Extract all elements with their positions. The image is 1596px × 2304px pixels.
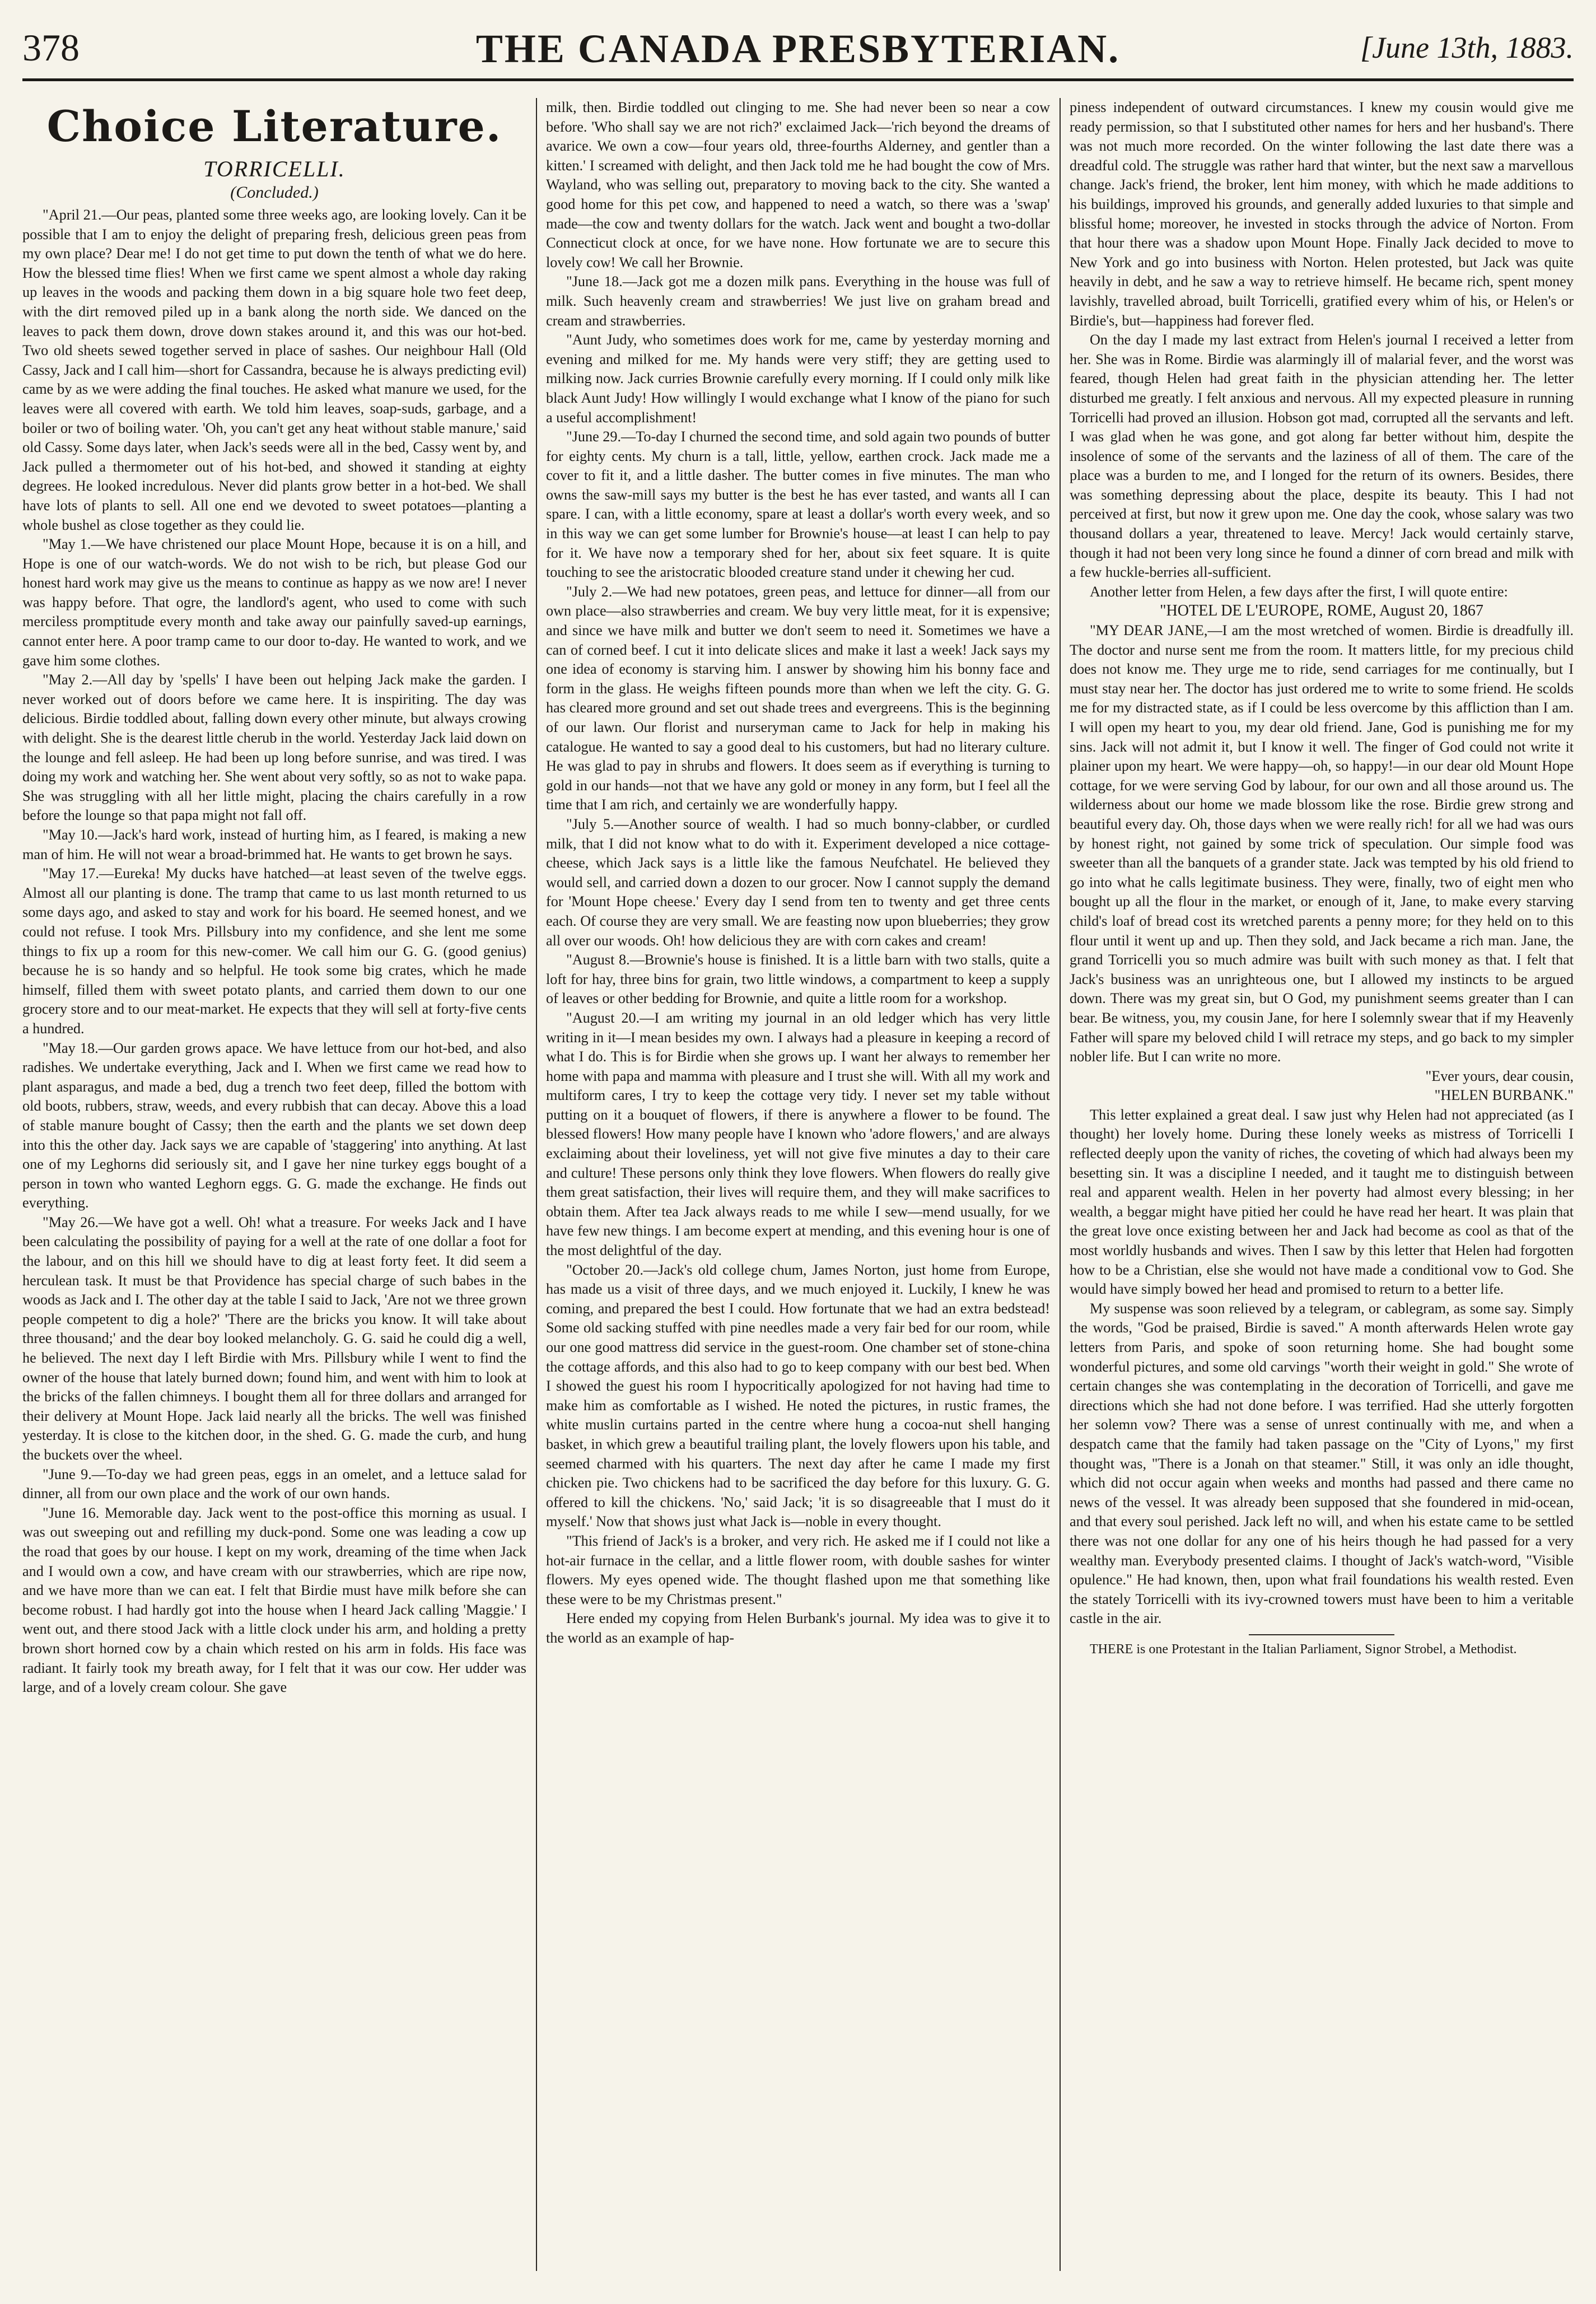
paragraph: "July 2.—We had new potatoes, green peas, and lettuce for dinner—all from our own place—also strawberries and cream. We buy very little meat, for it is expensive; and since we have milk and butter we don't seem to need it. Sometimes we have a can of corned beef. I cut it into delicate slices and make it last a week! Jack says my one idea of economy is starving him. I answer by showing him his bonny face and form in the glass. He weighs fifteen pounds more than when we left the city. G. G. has cleared more ground and set out shade trees and evergreens. This is the beginning of our lawn. Our florist and nurseryman came to Jack for help in making his catalogue. He wanted to say a good deal to his customers, but had no literary culture. He was glad to pay in shrubs and flowers. It does seem as if everything is turning to gold in our hands—not that we have any gold or money in any form, but I feel all the time that I am rich, and certainly we are wonderfully happy. — [546, 583, 1050, 813]
paragraph: "June 16. Memorable day. Jack went to the post-office this morning as usual. I was out sweeping out and refilling my duck-pond. Some one was leading a cow up the road that goes by our house. I kept on my work, dreaming of the time when Jack and I would own a cow, and have cream with our strawberries, which are ripe now, and we have more than we can eat. I felt that Birdie must have milk before she can become robust. I had hardly got into the house when I heard Jack calling 'Maggie.' I went out, and there stood Jack with a little clock under his arm, and holding a pretty brown short horned cow by a chain which rested on his arm in folds. His face was radiant. It fairly took my breath away, for I felt that it was our cow. Her udder was large, and of a lovely cream colour. She gave — [22, 1504, 526, 1696]
paragraph: "Aunt Judy, who sometimes does work for me, came by yesterday morning and evening and milked for me. My hands were very stiff; they are getting used to milking now. Jack curries Brownie carefully every morning. If I could only milk like black Aunt Judy! How willingly I would exchange what I know of the piano for such a useful accomplishment! — [546, 332, 1050, 426]
story-title: TORRICELLI. — [203, 156, 346, 181]
issue-date: [June 13th, 1883. — [1360, 31, 1574, 64]
paragraph: "August 20.—I am writing my journal in an old ledger which has very little writing in it—I mean besides my own. I always had a pleasure in keeping a record of what I do. This is for Birdie when she grows up. I want her always to remember her home with papa and mamma with pleasure and I trust she will. With all my work and multiform cares, I try to keep the cottage very tidy. I never set my table without putting on it a bouquet of flowers, if there is anywhere a flower to be found. The blessed flowers! How many people have I known who 'adore flowers,' and are always exclaiming about their loveliness, yet will not give five minutes a day to their care and culture! These persons only think they love flowers. When flowers do really give them great satisfaction, their lives will require them, and they will make sacrifices to obtain them. After tea Jack always reads to me while I sew—mend usually, for we have few new things. I am become expert at mending, and this evening hour is one of the most delightful of the day. — [546, 1009, 1050, 1259]
paragraph: "August 8.—Brownie's house is finished. It is a little barn with two stalls, quite a loft for hay, three bins for grain, two little windows, a compartment to keep a supply of leaves or other bedding for Brownie, and quite a little room for a workshop. — [546, 952, 1050, 1007]
paragraph: "July 5.—Another source of wealth. I had so much bonny-clabber, or curdled milk, that I did not know what to do with it. Experiment developed a nice cottage-cheese, which Jack says is a little like the famous Neufchatel. He believed they would sell, and carried down a dozen to our grocer. Now I cannot supply the demand for 'Mount Hope cheese.' Every day I send from ten to twenty and get three cents each. Of course they are very small. We are feasting now upon blueberries; they grow all over our woods. Oh! how delicious they are with corn cakes and cream! — [546, 815, 1050, 949]
paragraph: "May 26.—We have got a well. Oh! what a treasure. For weeks Jack and I have been calculating the possibility of paying for a well at the rate of one dollar a foot for the labour, and on this hill we should have to dig at least forty feet. It did seem a herculean task. It must be that Providence has special charge of such babes in the woods as Jack and I. The other day at the table I said to Jack, 'Are not we three grown people competent to dig a hole?' 'There are the bricks you know. It will take about three thousand;' and the dear boy looked melancholy. G. G. said he could dig a well, he believed. The next day I left Birdie with Mrs. Pillsbury while I went to find the owner of the house that lately burned down; found him, and went with him to look at the bricks of the fallen chimneys. I bought them all for three dollars and arranged for their delivery at Mount Hope. Jack laid nearly all the bricks. The well was finished yesterday. It is close to the kitchen door, in the shed. G. G. made the curb, and hung the buckets over the wheel. — [22, 1214, 526, 1463]
paragraph: Here ended my copying from Helen Burbank's journal. My idea was to give it to the world as an example of hap- — [546, 1610, 1050, 1646]
paragraph: milk, then. Birdie toddled out clinging to me. She had never been so near a cow before. 'Who shall say we are not rich?' exclaimed Jack—'rich beyond the dreams of avarice. We own a cow—four years old, three-fourths Alderney, and gentler than a kitten.' I screamed with delight, and then Jack told me he had bought the cow of Mrs. Wayland, who was selling out, preparatory to moving back to the city. She wanted a good home for this pet cow, and happened to need a watch, so there was a 'swap' made—the cow and twenty dollars for the watch. Jack went and bought a two-dollar Connecticut clock at once, for we have none. How fortunate we are to secure this lovely cow! We call her Brownie. — [546, 99, 1050, 270]
column-rule — [536, 98, 537, 2271]
paragraph: "June 18.—Jack got me a dozen milk pans. Everything in the house was full of milk. Such heavenly cream and strawberries! We just live on graham bread and cream and strawberries. — [546, 273, 1050, 329]
paragraph: My suspense was soon relieved by a telegram, or cablegram, as some say. Simply the words, "God be praised, Birdie is saved." A month afterwards Helen wrote gay letters from Paris, and spoke of soon returning home. She had bought some wonderful pictures, and some old carvings "worth their weight in gold." She wrote of certain changes she was contemplating in the decoration of Torricelli, and gave me directions which she had not done before. I was terrified. Had she utterly forgotten her solemn vow? There was a sense of unrest continually with me, and when a despatch came that the family had taken passage on the "City of Lyons," my first thought was, "There is a Jonah on that steamer." Still, it was only an idle thought, which did not occur again when weeks and months had passed and there came no news of the vessel. It was already been supposed that she foundered in mid-ocean, and that every soul perished. Jack left no will, and when his estate came to be settled there was not one dollar for any one of his heirs though he had passed for a very wealthy man. Everybody presented claims. I thought of Jack's watch-word, "Visible opulence." He had known, then, upon what frail foundations his wealth rested. Even the stately Torricelli with its ivy-crowned towers must have been to him a veritable castle in the air. — [1070, 1300, 1574, 1627]
column-rule — [1060, 98, 1061, 2271]
column-1 — [22, 98, 526, 2271]
section-divider — [1249, 1634, 1394, 1635]
news-item — [1070, 1641, 1574, 1658]
column-2 — [546, 98, 1050, 2271]
paragraph: On the day I made my last extract from Helen's journal I received a letter from her. She was in Rome. Birdie was alarmingly ill of malarial fever, and the worst was feared, though Helen had great faith in the physician attending her. The letter disturbed me greatly. I felt anxious and nervous. All my expected pleasure in running Torricelli had proved an illusion. Hobson got mad, corrupted all the servants and left. I was glad when he was gone, and got along far better without him, despite the insolence of some of the servants and the laziness of all of them. The care of the place was a burden to me, and I longed for the return of its owners. Besides, there was something depressing about the place, despite its beauty. This I had not perceived at first, but now it grew upon me. One day the cook, whose salary was two thousand dollars a year, threatened to leave. Mercy! Jack would certainly starve, though it had not been very long since he found a dinner of corn bread and milk with a few huckle-berries all-sufficient. — [1070, 332, 1574, 581]
masthead — [22, 22, 1574, 81]
page-number: 378 — [22, 26, 80, 69]
paragraph: "May 17.—Eureka! My ducks have hatched—at least seven of the twelve eggs. Almost all our planting is done. The tramp that came to us last month returned to us some days ago, and asked to stay and work for his board. He seemed honest, and we could not refuse. I took Mrs. Pillsbury into my confidence, and she lent me some things to fix up a room for this new-comer. We call him our G. G. (good genius) because he is so handy and so helpful. He took some big crates, which he made himself, filled them with sweet potato plants, and carried them down to our one grocery store and to our meat-market. He expects that they will sell at forty-five cents a hundred. — [22, 865, 526, 1037]
paragraph: "June 9.—To-day we had green peas, eggs in an omelet, and a lettuce salad for dinner, all from our own place and the work of our own hands. — [22, 1466, 526, 1502]
letter-closing: "Ever yours, dear cousin, — [1425, 1067, 1574, 1084]
newspaper-title: THE CANADA PRESBYTERIAN. — [475, 26, 1121, 71]
paragraph: "May 1.—We have christened our place Mount Hope, because it is on a hill, and Hope is one of our watch-words. We do not wish to be rich, but please God our honest hard work may give us the means to continue as happy as we now are! I never was happy before. That ogre, the landlord's agent, who used to come with such merciless promptitude every month and take away our painfully saved-up earnings, cannot enter here. A poor tramp came to our door to-day. He wanted to work, and we gave him some clothes. — [22, 536, 526, 669]
paragraph: "May 2.—All day by 'spells' I have been out helping Jack make the garden. I never worked out of doors before we came here. It is inspiriting. The day was delicious. Birdie toddled about, falling down every other minute, but always crowing with delight. She is the dearest little cherub in the world. Yesterday Jack laid down on the lounge and fell asleep. He had been up long before sunrise, and was tired. I was doing my work and watching her. She went about very softly, so as not to wake papa. She was struggling with all her little might, placing the chairs carefully in a row before the lounge so that papa might not fall off. — [22, 671, 526, 824]
paragraph: This letter explained a great deal. I saw just why Helen had not appreciated (as I thought) her lovely home. During these lonely weeks as mistress of Torricelli I reflected deeply upon the vanity of riches, the coveting of which had always been my besetting sin. It was a discipline I needed, and it taught me to distinguish between real and apparent wealth. Helen in her poverty had almost every blessing; in her wealth, a beggar might have pitied her could he have read her heart. It was plain that the great love once existing between her and Jack had become as cool as that of the most worldly husbands and wives. Then I saw by this letter that Helen had forgotten how to be a Christian, else she would not have made a conditional vow to God. She would have simply bowed her head and promised to return to a better life. — [1070, 1106, 1574, 1298]
paragraph: "May 10.—Jack's hard work, instead of hurting him, as I feared, is making a new man of him. He will not wear a broad-brimmed hat. He wants to get brown he says. — [22, 827, 526, 862]
paragraph: "April 21.—Our peas, planted some three weeks ago, are looking lovely. Can it be possible that I am to enjoy the delight of preparing fresh, delicious green peas from my own place? Dear me! I do not get time to put down the tenth of what we do here. How the blessed time flies! When we first came we spent almost a whole day raking up leaves in the woods and packing them down in a big square hole two feet deep, with the dirt removed piled up in a bank along the north side. We danced on the leaves to pack them down, drove down stakes around it, and this was our hot-bed. Two old sheets sewed together served in place of sashes. Our neighbour Hall (Old Cassy, Jack and I call him—short for Cassandra, because he is always predicting evil) came by as we were adding the final touches. He asked what manure we used, for the leaves were all covered with earth. We told him leaves, soap-suds, garbage, and a boiler or two of boiling water. 'Oh, you can't get any heat without stable manure,' said old Cassy. Some days later, when Jack's seeds were all in the bed, Cassy went by, and Jack pulled a thermometer out of his hot-bed, and showed it standing at eighty degrees. He looked incredulous. Never did plants grow better in a hot-bed. We shall have lots of plants to sell. All one end we devoted to sweet potatoes—planting a whole bushel as close together as they could lie. — [22, 207, 526, 533]
letter-signature: "HELEN BURBANK." — [1434, 1087, 1574, 1104]
paragraph: "June 29.—To-day I churned the second time, and sold again two pounds of butter for eighty cents. My churn is a tall, little, yellow, earthen crock. Jack made me a cover to fit it, and a little dasher. The butter comes in five minutes. The man who owns the saw-mill says my butter is the best he has ever tasted, and wants all I can spare. I can, with a little economy, spare at least a dollar's worth every week, and so in this way we can get some lumber for Brownie's house—at least I can help to pay for it. We have now a temporary shed for her, about six feet square. It is quite touching to see the aristocratic blooded creature stand under it chewing her cud. — [546, 428, 1050, 581]
story-subtitle: (Concluded.) — [230, 183, 319, 202]
paragraph: Another letter from Helen, a few days after the first, I will quote entire: — [1090, 583, 1508, 600]
paragraph: piness independent of outward circumstances. I knew my cousin would give me ready permission, so that I substituted other names for hers and her husband's. There was not much more recorded. On the winter following the last date there was a dreadful cold. The struggle was rather hard that winter, but the next saw a marvellous change. Jack's friend, the broker, lent him money, with which he made additions to his buildings, improved his grounds, and generally added luxuries to that simple and blissful home; moreover, he invested in stocks through the advice of Norton. From that hour there was a shadow upon Mount Hope. Finally Jack decided to move to New York and go into business with Norton. Helen protested, but Jack was quite heavily in debt, and he saw a way to retrieve himself. He became rich, spent money lavishly, travelled abroad, built Torricelli, gratified every whim of his, or Helen's or Birdie's, but—happiness had forever fled. — [1070, 99, 1574, 329]
section-title: Choice Literature. — [46, 101, 502, 151]
letter-heading: "HOTEL DE L'EUROPE, ROME, August 20, 1867 — [1160, 602, 1483, 620]
paragraph: "MY DEAR JANE,—I am the most wretched of women. Birdie is dreadfully ill. The doctor and nurse sent me from the room. It matters little, for my precious child does not know me. They urge me to ride, send carriages for me continually, but I must stay near her. The doctor has just ordered me to write to some friend. He scolds me for my distracted state, as if I could be less overcome by this affliction than I am. I will open my heart to you, my dear old friend. Jane, God is punishing me for my sins. Jack will not admit it, but I know it well. The finger of God could not write it plainer upon my heart. We were happy—oh, so happy!—in our dear old Mount Hope cottage, for we were serving God by labour, for our own and all those around us. The wilderness about our home we made blossom like the rose. Birdie grew strong and beautiful every day. Oh, those days when we were really rich! for all we had was ours by honest right, not gained by some trick of speculation. Our simple food was sweeter than all the banquets of a grander state. Jack was tempted by his old friend to go into what he calls legitimate business. They were, finally, two of eight men who bought up all the flour in the market, or enough of it, Jane, to make every starving child's loaf of bread cost its wretched parents a penny more; for they held on to this flour until it went up and up. Then they sold, and Jack became a rich man. Jane, the grand Torricelli you so much admire was built with such money as that. I felt that Jack's business was an unrighteous one, but I allowed my instincts to be argued down. There was my great sin, but O God, my punishment seems greater than I can bear. Be witness, you, my cousin Jane, for here I solemnly swear that if my Heavenly Father will spare my beloved child I will retrace my steps, and go back to my simpler nobler life. But I can write no more. — [1070, 622, 1574, 1065]
news-paragraph: THERE is one Protestant in the Italian Parliament, Signor Strobel, a Methodist. — [1090, 1641, 1517, 1657]
paragraph: "This friend of Jack's is a broker, and very rich. He asked me if I could not like a hot-air furnace in the cellar, and a little flower room, with double sashes for winter flowers. My eyes opened wide. The thought flashed upon me that something like these were to be my Christmas present." — [546, 1532, 1050, 1607]
column-3 — [1070, 98, 1574, 2243]
paragraph: "October 20.—Jack's old college chum, James Norton, just home from Europe, has made us a visit of three days, and we much enjoyed it. Luckily, I knew he was coming, and prepared the best I could. How fortunate that we had an extra bedstead! Some old sacking stuffed with pine needles made a very fair bed for our room, while our one good mattress did service in the guest-room. One chamber set of stone-china the cottage affords, and this also had to go to keep company with our best bed. When I showed the guest his room I hypocritically apologized for not having had time to make him as comfortable as I wished. He noted the pictures, in rustic frames, the white muslin curtains parted in the centre where hung a cocoa-nut shell hanging basket, in which grew a beautiful trailing plant, the lovely flowers upon his table, and seemed charmed with his quarters. The next day after he came I made my first chicken pie. Two chickens had to be sacrificed the day before for this luxury. G. G. offered to kill the chickens. 'No,' said Jack; 'it is so disagreeable that I must do it myself.' Now that shows just what Jack is—noble in every thought. — [546, 1261, 1050, 1530]
paragraph: "May 18.—Our garden grows apace. We have lettuce from our hot-bed, and also radishes. We undertake everything, Jack and I. When we first came we read how to plant asparagus, and made a bed, dug a trench two feet deep, filled the bottom with old boots, rubbers, straw, weeds, and every rubbish that can decay. Above this a load of stable manure bought of Cassy; then the earth and the plants we set down deep into this the other day. Jack says we are capable of 'staggering' into anything. At last one of my Leghorns did seriously sit, and I gave her nine turkey eggs bought of a person in town who wanted Leghorn eggs. G. G. made the exchange. He finds out everything. — [22, 1039, 526, 1211]
